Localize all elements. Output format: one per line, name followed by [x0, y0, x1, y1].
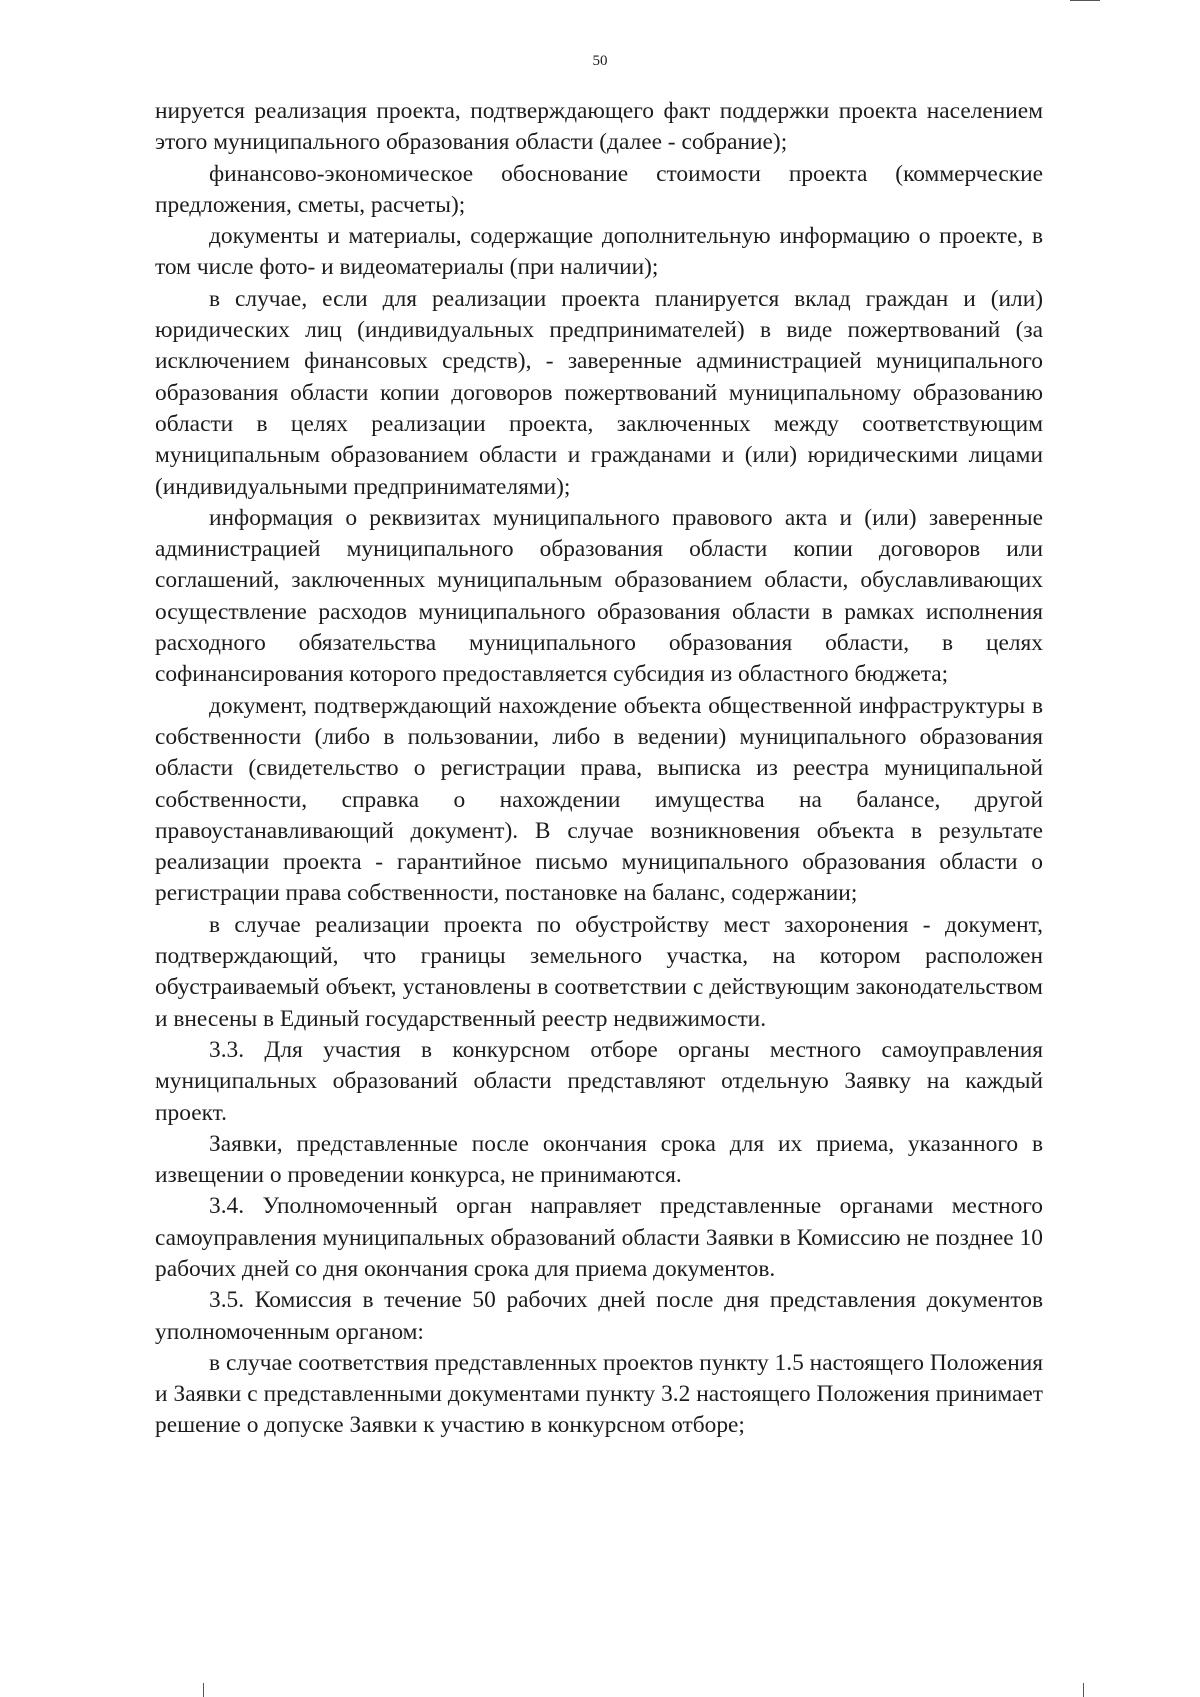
scan-mark-right: [1083, 1683, 1084, 1697]
paragraph-5: информация о реквизитах муниципального правового акта и (или) заверенные администрацией муниципального образования области копии договоров или соглашений, заключенных муниципальным образованием области, обуславливающих осуществление расходов муниципального образования области в рамках исполнения расходного обязательства муниципального образования области, в целях софинансирования которого предоставляется субсидия из областного бюджета;: [155, 504, 1043, 688]
paragraph-8: 3.3. Для участия в конкурсном отборе органы местного самоуправления муниципальных образований области представляют отдельную Заявку на каждый проект.: [155, 1036, 1043, 1126]
page-number: 50: [592, 53, 608, 69]
paragraph-6: документ, подтверждающий нахождение объекта общественной инфраструктуры в собственности (либо в пользовании, либо в ведении) муниципального образования области (свидетельство о регистрации права, выписка из реестра муниципальной собственности, справка о нахождении имущества на балансе, другой правоустанавливающий документ). В случае возникновения объекта в результате реализации проекта - гарантийное письмо муниципального образования области о регистрации права собственности, постановке на баланс, содержании;: [155, 692, 1043, 907]
paragraph-7: в случае реализации проекта по обустройству мест захоронения - документ, подтверждающий, что границы земельного участка, на котором расположен обустраиваемый объект, установлены в соответствии с действующим законодательством и внесены в Единый государственный реестр недвижимости.: [155, 911, 1043, 1032]
paragraph-12: в случае соответствия представленных проектов пункту 1.5 настоящего Положения и Заявки с представленными документами пункту 3.2 настоящего Положения принимает решение о допуске Заявки к участию в конкурсном отборе;: [155, 1349, 1043, 1439]
paragraph-4: в случае, если для реализации проекта планируется вклад граждан и (или) юридических лиц (индивидуальных предпринимателей) в виде пожертвований (за исключением финансовых средств), - заверенные администрацией муниципального образования области копии договоров пожертвований муниципальному образованию области в целях реализации проекта, заключенных между соответствующим муниципальным образованием области и гражданами и (или) юридическими лицами (индивидуальными предпринимателями);: [155, 285, 1043, 500]
paragraph-3: документы и материалы, содержащие дополнительную информацию о проекте, в том числе фото- и видеоматериалы (при наличии);: [155, 223, 1043, 281]
scan-mark-left: [203, 1683, 204, 1697]
scan-mark-top: [1070, 0, 1100, 1]
document-body: [155, 96, 1043, 1442]
paragraph-2: финансово-экономическое обоснование стоимости проекта (коммерческие предложения, сметы, расчеты);: [155, 160, 1043, 218]
paragraph-1: нируется реализация проекта, подтверждающего факт поддержки проекта населением этого муниципального образования области (далее - собрание);: [155, 98, 1043, 156]
paragraph-11: 3.5. Комиссия в течение 50 рабочих дней после дня представления документов уполномоченным органом:: [155, 1287, 1043, 1345]
paragraph-9: Заявки, представленные после окончания срока для их приема, указанного в извещении о проведении конкурса, не принимаются.: [155, 1130, 1043, 1189]
paragraph-10: 3.4. Уполномоченный орган направляет представленные органами местного самоуправления муниципальных образований области Заявки в Комиссию не позднее 10 рабочих дней со дня окончания срока для приема документов.: [155, 1193, 1043, 1282]
